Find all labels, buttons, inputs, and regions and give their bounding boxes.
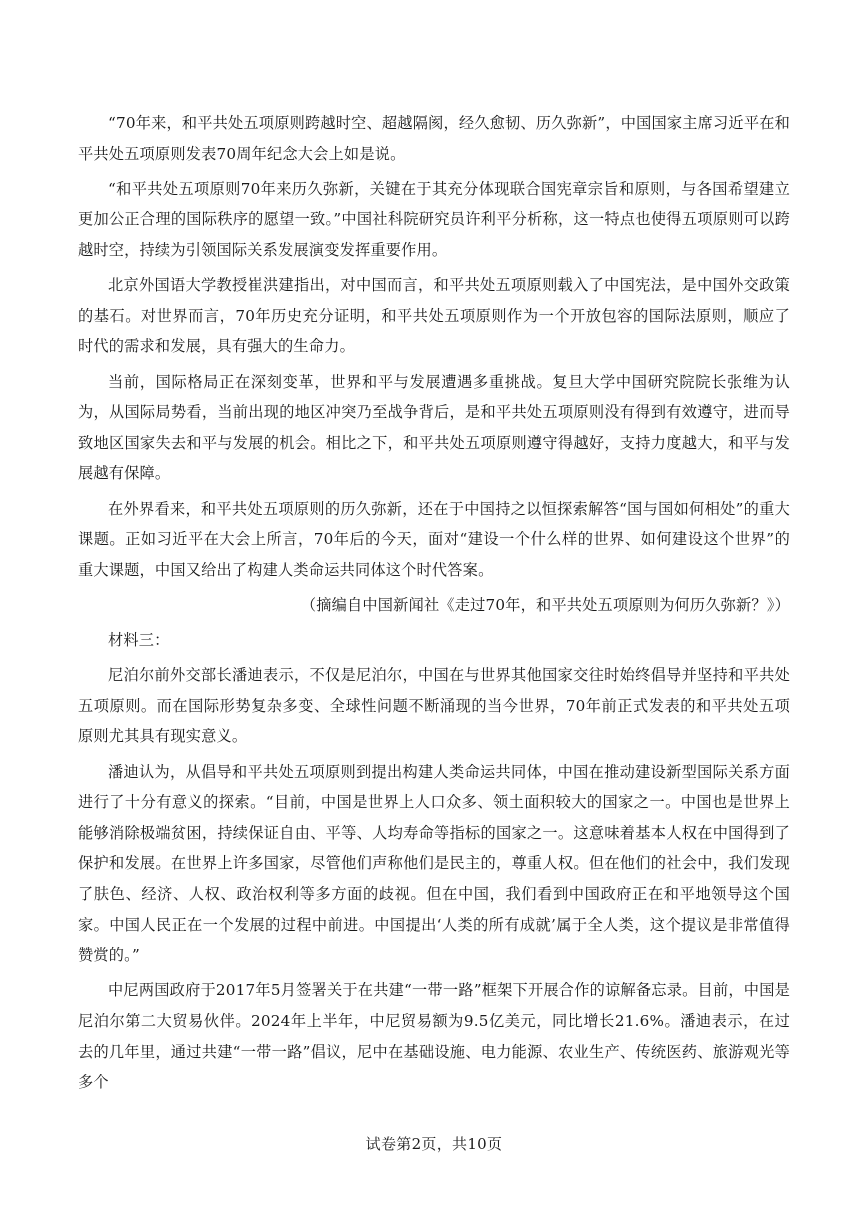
paragraph: 北京外国语大学教授崔洪建指出，对中国而言，和平共处五项原则载入了中国宪法，是中国外交政策的基石。对世界而言，70年历史充分证明，和平共处五项原则作为一个开放包容的国际法原则，顺应了时代的需求和发展，具有强大的生命力。: [78, 276, 790, 356]
paragraph: 尼泊尔前外交部长潘迪表示，不仅是尼泊尔，中国在与世界其他国家交往时始终倡导并坚持和平共处五项原则。而在国际形势复杂多变、全球性问题不断涌现的当今世界，70年前正式发表的和平共处五项原则尤其具有现实意义。: [78, 666, 790, 746]
page-footer: 试卷第2页，共10页: [365, 1135, 503, 1153]
paragraph: 在外界看来，和平共处五项原则的历久弥新，还在于中国持之以恒探索解答“国与国如何相处”的重大课题。正如习近平在大会上所言，70年后的今天，面对“建设一个什么样的世界、如何建设这个世界”的重大课题，中国又给出了构建人类命运共同体这个时代答案。: [78, 499, 790, 579]
material-heading: 材料三：: [108, 631, 170, 650]
paragraph: 潘迪认为，从倡导和平共处五项原则到提出构建人类命运共同体，中国在推动建设新型国际关系方面进行了十分有意义的探索。“目前，中国是世界上人口众多、领土面积较大的国家之一。中国也是世界上能够消除极端贫困，持续保证自由、平等、人均寿命等指标的国家之一。这意味着基本人权在中国得到了保护和发展。在世界上许多国家，尽管他们声称他们是民主的，尊重人权。但在他们的社会中，我们发现了肤色、经济、人权、政治权利等多方面的歧视。但在中国，我们看到中国政府正在和平地领导这个国家。中国人民正在一个发展的过程中前进。中国提出‘人类的所有成就’属于全人类，这个提议是非常值得赞赏的。”: [78, 762, 790, 965]
paragraph: 中尼两国政府于2017年5月签署关于在共建“一带一路”框架下开展合作的谅解备忘录。目前，中国是尼泊尔第二大贸易伙伴。2024年上半年，中尼贸易额为9.5亿美元，同比增长21.6%。潘迪表示，在过去的几年里，通过共建“一带一路”倡议，尼中在基础设施、电力能源、农业生产、传统医药、旅游观光等多个: [78, 981, 790, 1092]
paragraph: 当前，国际格局正在深刻变革，世界和平与发展遭遇多重挑战。复旦大学中国研究院院长张维为认为，从国际局势看，当前出现的地区冲突乃至战争背后，是和平共处五项原则没有得到有效遵守，进而导致地区国家失去和平与发展的机会。相比之下，和平共处五项原则遵守得越好，支持力度越大，和平与发展越有保障。: [78, 372, 790, 483]
article-body: [78, 108, 790, 1102]
paragraph: “70年来，和平共处五项原则跨越时空、超越隔阂，经久愈韧、历久弥新”，中国国家主席习近平在和平共处五项原则发表70周年纪念大会上如是说。: [78, 114, 790, 163]
paragraph: “和平共处五项原则70年来历久弥新，关键在于其充分体现联合国宪章宗旨和原则，与各国希望建立更加公正合理的国际秩序的愿望一致。”中国社科院研究员许利平分析称，这一特点也使得五项原则可以跨越时空，持续为引领国际关系发展演变发挥重要作用。: [78, 179, 790, 259]
source-note: （摘编自中国新闻社《走过70年，和平共处五项原则为何历久弥新？》）: [300, 595, 790, 614]
